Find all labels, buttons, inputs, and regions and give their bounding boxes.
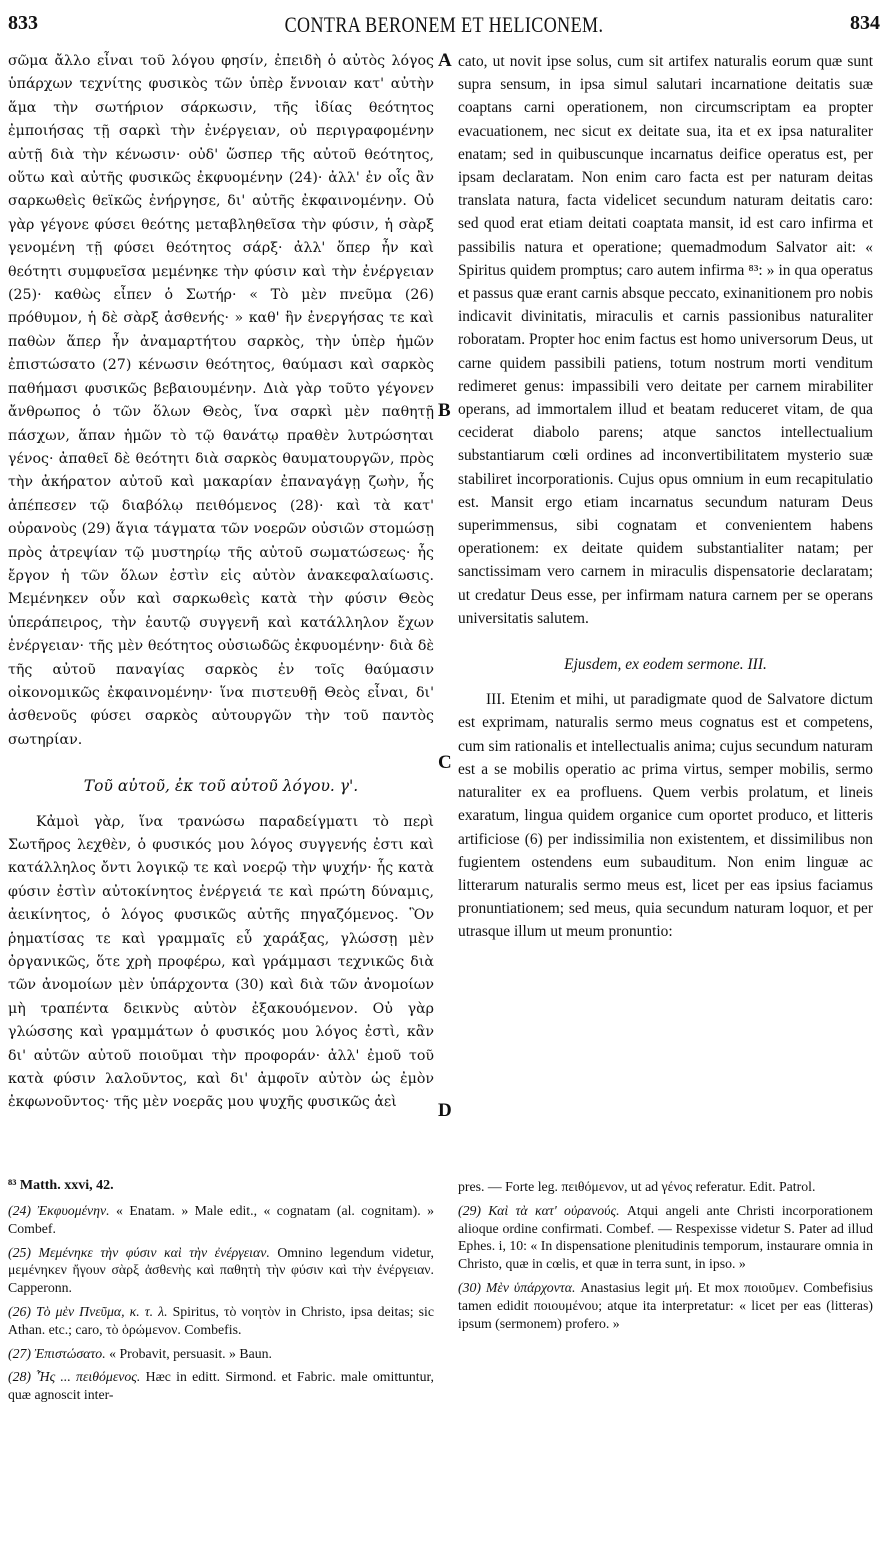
- latin-section-title: Ejusdem, ex eodem sermone. III.: [564, 656, 767, 674]
- latin-column: [458, 50, 873, 944]
- greek-section-title: Τοῦ αὐτοῦ, ἐκ τοῦ αὐτοῦ λόγου. γ'.: [83, 777, 359, 796]
- footnote-item: (26) Τὸ μὲν Πνεῦμα, κ. τ. λ. Spiritus, τὸ νοητὸν in Christo, ipsa deitas; sic Athan. etc.; caro, τὸ ὁρώμενον. Combefis.: [8, 1303, 434, 1337]
- footnote-item: (24) Ἐκφυομένην. « Enatam. » Male edit., « cognatam (al. cognitam). » Combef.: [8, 1203, 434, 1236]
- greek-paragraph-2: Κἀμοὶ γὰρ, ἵνα τρανώσω παραδείγματι τὸ περὶ Σωτῆρος λεχθὲν, ὁ φυσικός μου λόγος συγγενής ἐστι καὶ κατάλληλος ὄντι λογικῷ τε καὶ νοερῷ τὴν ψυχήν· ἧς κατὰ φύσιν ἐστὶν αὐτοκίνητος ἐνέργειά τε καὶ πρώτη δύναμις, ἀεικίνητος, ὁ λόγος φυσικῶς αὐτῆς πηγαζόμενος. Ὃν ῥηματίσας τε καὶ γραμμαῖς εὖ χαράξας, γλώσσῃ μὲν ὀργανικῶς, ὅτε χρὴ προφέρω, καὶ γράμμασι τεχνικῶς διὰ τῶν ἀνομοίων μὲν ὑπάρχοντα (30) καὶ διὰ τῶν ἀνομοίων μὴ τραπέντα δεικνὺς αὐτὸν ἐξακουόμενον. Οὐ γὰρ γλώσσης καὶ γραμμάτων ὁ φυσικός μου λόγος ἐστὶ, κἂν δι' αὐτῶν αὐτοῦ ποιοῦμαι τὴν προφοράν· ἀλλ' ἐμοῦ τοῦ κατὰ φύσιν λαλοῦντος, καὶ δι' ἀμφοῖν αὐτὸν ὡς ἐμὸν ἐκφωνοῦντος· τῆς μὲν νοερᾶς μου ψυχῆς φυσικῶς ἀεὶ: [8, 813, 434, 1111]
- footnote-item: (25) Μεμένηκε τὴν φύσιν καὶ τὴν ἐνέργειαν. Omnino legendum videtur, μεμένηκεν ἤγουν σὰρξ ἀσθενὴς καὶ παθητὴ τὴν φύσιν καὶ τὴν ἐνέργειαν. Capperonn.: [8, 1244, 434, 1296]
- footnote-item: (28) Ἧς ... πειθόμενος. Hæc in editt. Sirmond. et Fabric. male omittuntur, quæ agnoscit inter-: [8, 1369, 435, 1403]
- footnote-item: (30) Μὲν ὑπάρχοντα. Anastasius legit μή. Et mox ποιοῦμεν. Combefisius tamen edidit ποιουμένου; atque ita interpretatur: « licet per eas (litteras) ipsum (sermonem) profero. »: [458, 1279, 874, 1331]
- greek-paragraph-1: σῶμα ἄλλο εἶναι τοῦ λόγου φησίν, ἐπειδὴ ὁ αὐτὸς λόγος ὑπάρχων τεχνίτης φυσικὸς τῶν ὑπὲρ ἔννοιαν κατ' αὐτὴν ἅμα τὴν σωτήριον σάρκωσιν, τῆς ἰδίας θεότητος ἐμποιήσας τῇ σαρκὶ τὴν ἐνέργειαν, οὐ περιγραφομένην αὐτῇ διὰ τὴν κένωσιν· οὐδ' ὥσπερ τῆς αὐτοῦ θεότητος, οὕτω καὶ αὐτῆς φυσικῶς ἐκφυομένην (24)· ἀλλ' ἐν οἷς ἂν σαρκωθεὶς θεϊκῶς ἐνήργησε, δι' αὐτῆς ἐκφαινομένην. Οὐ γὰρ γέγονε φύσει θεότης μεταβληθεῖσα τὴν φύσιν, ἡ σὰρξ γενομένη τῇ φύσει θεότητος σάρξ· ἀλλ' ὅπερ ἦν καὶ θεότητι συμφυεῖσα μεμένηκε τὴν φύσιν καὶ τὴν ἐνέργειαν (25)· καθὼς εἶπεν ὁ Σωτήρ· « Τὸ μὲν πνεῦμα (26) πρόθυμον, ἡ δὲ σὰρξ ἀσθενής· » καθ' ἣν ἐνεργήσας τε καὶ παθὼν ἅπερ ἦν ἀναμαρτήτου σαρκὸς, τὴν ὑπὲρ ἡμῶν ἐπιστώσατο (27) κένωσιν θεότητος, θαύμασι καὶ σαρκὸς παθήμασι φυσικῶς βεβαιουμένην. Διὰ γὰρ τοῦτο γέγονεν ἄνθρωπος ὁ τῶν ὅλων Θεὸς, ἵνα σαρκὶ μὲν παθητῇ πάσχων, ἅπαν ἡμῶν τὸ τῷ θανάτῳ πραθὲν λυτρώσηται γένος· ἀπαθεῖ δὲ θεότητι διὰ σαρκὸς θαυματουργῶν, πρὸς τὴν ἀκήρατον αὐτοῦ καὶ μακαρίαν ἐπαναγάγῃ ζωὴν, ἧς ἀπέπεσεν τῷ διαβόλῳ πειθόμενος (28)· καὶ τὰ κατ' οὐρανοὺς (29) ἅγια τάγματα τῶν νοερῶν οὐσιῶν στομώσῃ πρὸς ἀτρεψίαν τῷ μυστηρίῳ τῆς αὐτοῦ σωματώσεως· ἧς ἔργον ἡ τῶν ὅλων ἐστὶν εἰς αὐτὸν ἀνακεφαλαίωσις. Μεμένηκεν οὖν καὶ σαρκωθεὶς κατὰ τὴν φύσιν Θεὸς ὑπεράπειρος, τὴν ἑαυτῷ συγγενῆ καὶ κατάλληλον ἔχων ἐνέργειαν· τῆς μὲν θεότητος οὐσιωδῶς ἐκφυομένην· διὰ δὲ τῆς αὐτοῦ παναγίας σαρκὸς ἐν τοῖς θαύμασιν οἰκονομικῶς ἐκφαινομένην· ἵνα πιστευθῇ Θεὸς εἶναι, δι' ἀσθενοῦς φύσει σαρκὸς αὐτουργῶν τὴν τοῦ παντὸς σωτηρίαν.: [8, 53, 434, 748]
- footnotes-left: [8, 1202, 434, 1410]
- left-page-number: 833: [8, 12, 38, 34]
- latin-paragraph-1: cato, ut novit ipse solus, cum sit artifex naturalis eorum quæ sunt supra sensum, in ipsa simul salutari incarnatione deitatis suæ coaptans carni operationem, non circumscriptam ea propter evacuationem, nec sicut ex deitate sua, ita et ex ipsa naturaliter enatam; sed in quibuscunque incarnatus deifice operatus est, per ipsam declaratam. Non enim caro facta est per naturam deitas translata natura, facta videlicet secundum naturam deitatis caro: sed quod erat etiam deitati coaptata mansit, id est caro infirma et passibilis natura et operatione; quemadmodum Salvator ait: « Spiritus quidem promptus; caro autem infirma ⁸³: » in qua operatus et passus quæ erant carnis absque peccato, exinanitionem pro nobis indicavit divinitatis, miraculis et carnis passionibus naturaliter roboratam. Propter hoc enim factus est homo universorum Deus, ut carne quidem passibili patiens, totum nostrum morti venditum redimeret genus: impassibili vero deitate per carnem mirabiliter operans, ad immortalem illud et beatam reduceret vitam, de qua ceciderat diabolo parens; atque sanctos intellectualium substantiarum cœli ordines ad inconvertibilitatem mysterio suæ stabiliret incorporationis. Cujus opus omnium in eum recapitulatio est. Mansit ergo etiam incarnatus secundum naturam Deus superimmensus, sibi cognatam et convenientem habens operationem: ex deitate quidem substantialiter natam; per sanctissimam vero carnem in miraculis dispensatorie declaratam; ut credatur Deus esse, per infirmam natura carnem per se operans universitatis salutem.: [458, 53, 873, 627]
- footnote-item: (29) Καὶ τὰ κατ' οὐρανούς. Atqui angeli ante Christi incorporationem alioque ordine confirmati. Combef. — Respexisse videtur S. Pater ad illud Ephes. i, 10: « In dispensatione plenitudinis temporum, instaurare omnia in Christo, quæ in cœlis, et quæ in terra sunt, in ipso. »: [458, 1202, 874, 1272]
- right-page-number: 834: [850, 12, 880, 34]
- page-header: [8, 12, 880, 42]
- margin-letter-c: C: [438, 752, 452, 773]
- running-title: CONTRA BERONEM ET HELICONEM.: [284, 12, 604, 37]
- margin-letter-a: A: [438, 50, 452, 71]
- footnote-item: pres. — Forte leg. πειθόμενον, ut ad γένος referatur. Edit. Patrol.: [458, 1179, 816, 1194]
- margin-letter-b: B: [438, 400, 451, 421]
- greek-column: [8, 50, 434, 1115]
- footnote-item: (27) Ἐπιστώσατο. « Probavit, persuasit. » Baun.: [8, 1345, 272, 1361]
- footnotes-right: [458, 1178, 873, 1338]
- footnote-83: ⁸³ Matth. xxvi, 42.: [8, 1178, 114, 1193]
- latin-paragraph-2: III. Etenim et mihi, ut paradigmate quod de Salvatore dictum est exprimam, naturalis sermo meus cognatus est et competens, cum sim rationalis et intellectualis anima; cujus secundum naturam est a se mobilis operatio ac prima virtus, semper mobilis, sermo naturaliter ex ea profluens. Quem verbis prolatum, et lineis exaratum, lingua quidem organice cum oportet produco, et litteris artificiose (6) per indissimilia non existentem, et dissimilibus non fugientem ostendens eum subauditum. Non enim linguæ ac litterarum naturalis sermo meus est, licet per eas ipsius faciamus pronuntiationem; sed meus, quia secundum naturam loquor, et per utrasque illum ut meum pronuntio:: [458, 691, 873, 941]
- margin-letter-d: D: [438, 1100, 452, 1121]
